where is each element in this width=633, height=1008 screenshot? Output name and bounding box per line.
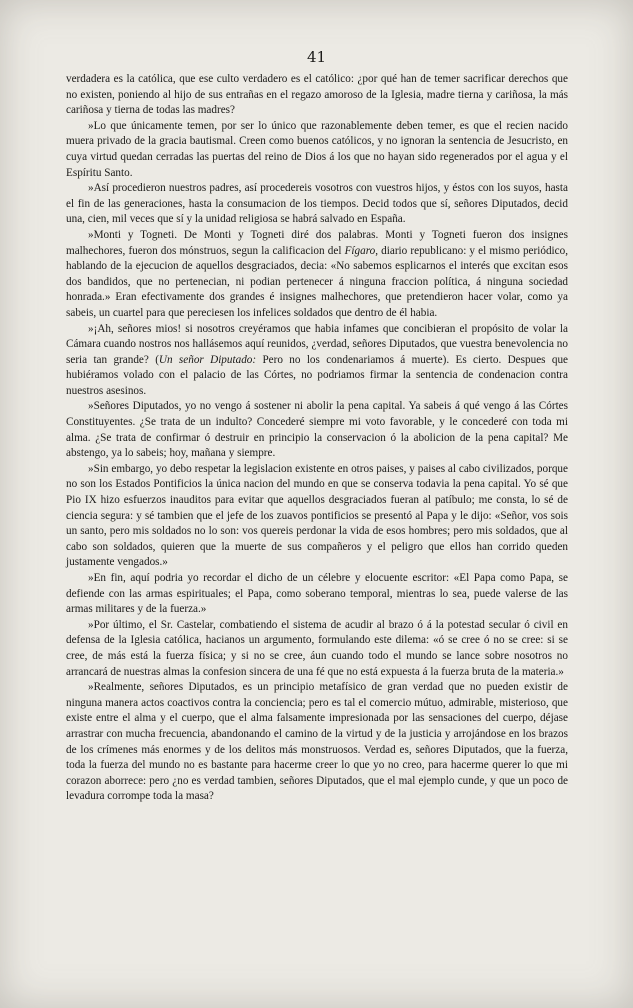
body-text: [66, 72, 568, 805]
paragraph: [66, 228, 568, 322]
page-number: 41: [306, 48, 327, 66]
paragraph: verdadera es la católica, que ese culto verdadero es el católico: ¿por qué han de temer sacrificar derechos que no existen, poniendo al hijo de sus entrañas en el regazo amoroso de la Iglesia, madre tierna y cariñosa, la más cariñosa y tierna de todas las madres?: [66, 73, 568, 117]
paragraph-text: Pero no los condenariamos á muerte). Es cierto. Despues que hubiéramos volado con el palacio de las Córtes, no podriamos firmar la sentencia de condenacion contra nuestros asesinos.: [66, 353, 568, 397]
paragraph: »Sin embargo, yo debo respetar la legislacion existente en otros paises, y paises al cabo civilizados, porque no son los Estados Pontificios la única nacion del mundo en que se conserva todavia la pena capital. Yo sé que Pio IX hizo esfuerzos inauditos para evitar que aquellos desgraciados fueran al patíbulo; me consta, lo sé de ciencia segura: y sé tambien que el jefe de los zuavos pontificios se presentó al Papa y le dijo: «Señor, vos sois un santo, pero mis soldados no lo son: vos quereis perdonar la vida de esos hombres; pero mis soldados, que al cabo son soldados, quieren que la muerte de sus compañeros y el peligro que ellos han corrido queden justamente vengados.»: [66, 462, 568, 569]
italic-newspaper-name: Fígaro: [344, 244, 376, 257]
paragraph-text: »Monti y Togneti. De Monti y Togneti diré dos palabras. Monti y Togneti fueron dos insignes malhechores, fueron dos mónstruos, segun la calificacion del: [66, 228, 568, 257]
paragraph: [66, 322, 568, 400]
paragraph: »Por último, el Sr. Castelar, combatiendo el sistema de acudir al brazo ó á la potestad secular ó civil en defensa de la Iglesia católica, hacianos un argumento, formulando este dilema: «ó se cree ó no se cree: si se cree, de más está la fuerza física; y si no se cree, áun cuando todo el mundo se lance sobre nosotros no arrancará de nuestras almas la confesion sincera de una fé que no está expuesta á la fuerza bruta de la materia.»: [66, 618, 568, 678]
paragraph: »Lo que únicamente temen, por ser lo único que razonablemente deben temer, es que el recien nacido muera privado de la gracia bautismal. Creen como buenos católicos, y no ignoran la sentencia de Jesucristo, en cuya virtud quedan cerradas las puertas del reino de Dios á los que no hayan sido regenerados por el agua y el Espíritu Santo.: [66, 119, 568, 179]
paragraph: »Realmente, señores Diputados, es un principio metafísico de gran verdad que no pueden existir de ninguna manera actos coactivos contra la conciencia; pero es tal el comercio mútuo, admirable, misterioso, que existe entre el alma y el cuerpo, que el alma falsamente impresionada por las sensaciones del cuerpo, déjase arrastrar con mucha frecuencia, abandonando el camino de la virtud y de la justicia y arrojándose en los brazos de los crímenes más enormes y de los delitos más monstruosos. Verdad es, señores Diputados, que la fuerza, toda la fuerza del mundo no es bastante para hacerme creer lo que yo no creo, para hacerme querer lo que mi corazon aborrece: pero ¿no es verdad tambien, señores Diputados, que el mal ejemplo cunde, y que un poco de levadura corrompe toda la masa?: [66, 681, 568, 803]
paragraph-text: »¡Ah, señores mios! si nosotros creyéramos que habia infames que concibieran el propósito de volar la Cámara cuando nostros nos hallásemos aquí reunidos, ¿verdad, señores Diputados, que vuestra benevolencia no seria tan grande? (: [66, 322, 568, 366]
paragraph: »En fin, aquí podria yo recordar el dicho de un célebre y elocuente escritor: «El Papa como Papa, se defiende con las armas espirituales; el Papa, como soberano temporal, mientras lo sea, puede valerse de las armas militares y de la fuerza.»: [66, 572, 568, 616]
italic-interjection-speaker: Un señor Diputado:: [158, 353, 257, 366]
paragraph-text: , diario republicano: y el mismo periódico, hablando de la ejecucion de aquellos desgraciados, decia: «No sabemos esplicarnos el interés que excitan esos dos bandidos, que no pertenecian, ni podian pertenecer á ninguna fraccion política, á ninguna sociedad honrada.» Eran efectivamente dos grandes é insignes malhechores, que pretendieron hacer volar, como ya sabeis, un cuartel para que pereciesen los infelices soldados que dentro de él habia.: [66, 244, 569, 319]
paragraph: »Así procedieron nuestros padres, así procedereis vosotros con vuestros hijos, y éstos con los suyos, hasta el fin de las generaciones, hasta la consumacion de los tiempos. Decid todos que sí, señores Diputados, decid una, cien, mil veces que sí y la unidad religiosa se habrá salvado en España.: [66, 182, 568, 226]
paragraph: »Señores Diputados, yo no vengo á sostener ni abolir la pena capital. Ya sabeis á qué vengo á las Córtes Constituyentes. ¿Se trata de un indulto? Concederé siempre mi voto favorable, y le concederé con toda mi alma. ¿Se trata de confirmar ó destruir en principio la conservacion ó la abolicion de la pena capital? Me abstengo, ya lo sabeis; hoy, mañana y siempre.: [66, 400, 568, 460]
